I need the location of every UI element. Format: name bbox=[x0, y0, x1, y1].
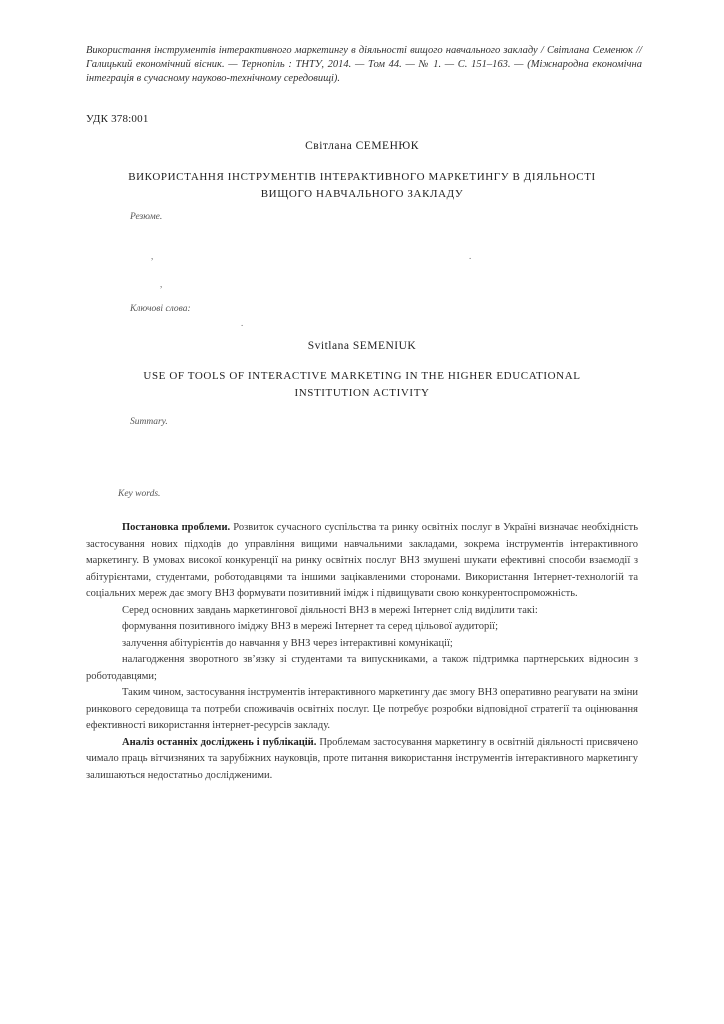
paragraph: Таким чином, застосування інструментів інтерактивного маркетингу дає змогу ВНЗ оперативно реагувати на зміни ринкового середовища та потреби споживачів освітніх послуг. Це потребує розробки відповідної стратегії та оцінювання ефективності використання інтернет-ресурсів закладу. bbox=[86, 687, 638, 731]
section-heading: Постановка проблеми. bbox=[122, 522, 231, 533]
text-mark: , bbox=[151, 251, 154, 261]
paragraph bbox=[86, 735, 638, 785]
title-ua: ВИКОРИСТАННЯ ІНСТРУМЕНТІВ ІНТЕРАКТИВНОГО МАРКЕТИНГУ В ДІЯЛЬНОСТІ ВИЩОГО НАВЧАЛЬНОГО ЗАКЛАДУ bbox=[128, 171, 596, 200]
text-mark: , bbox=[160, 279, 163, 289]
paragraph bbox=[86, 520, 638, 603]
paragraph: Серед основних завдань маркетингової діяльності ВНЗ в мережі Інтернет слід виділити такі: bbox=[122, 604, 538, 616]
keywords-label-ua: Ключові слова: bbox=[130, 304, 191, 314]
author-en: Svitlana SEMENIUK bbox=[307, 340, 417, 352]
title-en: USE OF TOOLS OF INTERACTIVE MARKETING IN THE HIGHER EDUCATIONAL INSTITUTION ACTIVITY bbox=[143, 370, 581, 399]
paragraph-text: Розвиток сучасного суспільства та ринку освітніх послуг в Україні визначає необхідність застосування нових підходів до управління вищими навчальними закладами, зокрема інструментів інтерактивного маркетингу. В умовах високої конкуренції на ринку освітніх послуг ВНЗ змушені шукати ефективні способи взаємодії з абітурієнтами, студентами, роботодавцями та іншими зацікавленими сторонами. Використання Інтернет-технологій та соціальних мереж дає змогу ВНЗ формувати позитивний імідж і підвищувати свою конкурентоспроможність. bbox=[86, 522, 638, 599]
paragraph-text: Проблемам застосування маркетингу в освітній діяльності присвячено чимало праць вітчизняних та зарубіжних науковців, проте питання використання інструментів інтерактивного маркетингу залишаються недостатньо дослідженими. bbox=[86, 736, 639, 781]
body-text bbox=[86, 520, 638, 784]
abstract-label-en: Summary. bbox=[130, 417, 168, 427]
citation: Використання інструментів інтерактивного маркетингу в діяльності вищого навчального закладу / Світлана Семенюк // Галицький економічний вісник. — Тернопіль : ТНТУ, 2014. — Том 44. — № 1. — С. 151–163. — (Міжнародна економічна інтеграція в сучасному науково-технічному середовищі). bbox=[86, 45, 642, 84]
list-item: формування позитивного іміджу ВНЗ в мережі Інтернет та серед цільової аудиторії; bbox=[122, 621, 498, 632]
udk-code: УДК 378:001 bbox=[86, 113, 149, 125]
abstract-label-ua: Резюме. bbox=[130, 212, 163, 222]
text-mark: . bbox=[241, 318, 244, 328]
list-item: налагодження зворотного зв’язку зі студентами та випускниками, а також підтримка партнерських відносин з роботодавцями; bbox=[86, 654, 638, 682]
keywords-label-en: Key words. bbox=[118, 489, 161, 499]
text-mark: . bbox=[469, 251, 472, 261]
author-ua: Світлана СЕМЕНЮК bbox=[305, 140, 419, 152]
section-heading: Аналіз останніх досліджень і публікацій. bbox=[122, 736, 317, 748]
list-item: залучення абітурієнтів до навчання у ВНЗ через інтерактивні комунікації; bbox=[122, 637, 453, 649]
